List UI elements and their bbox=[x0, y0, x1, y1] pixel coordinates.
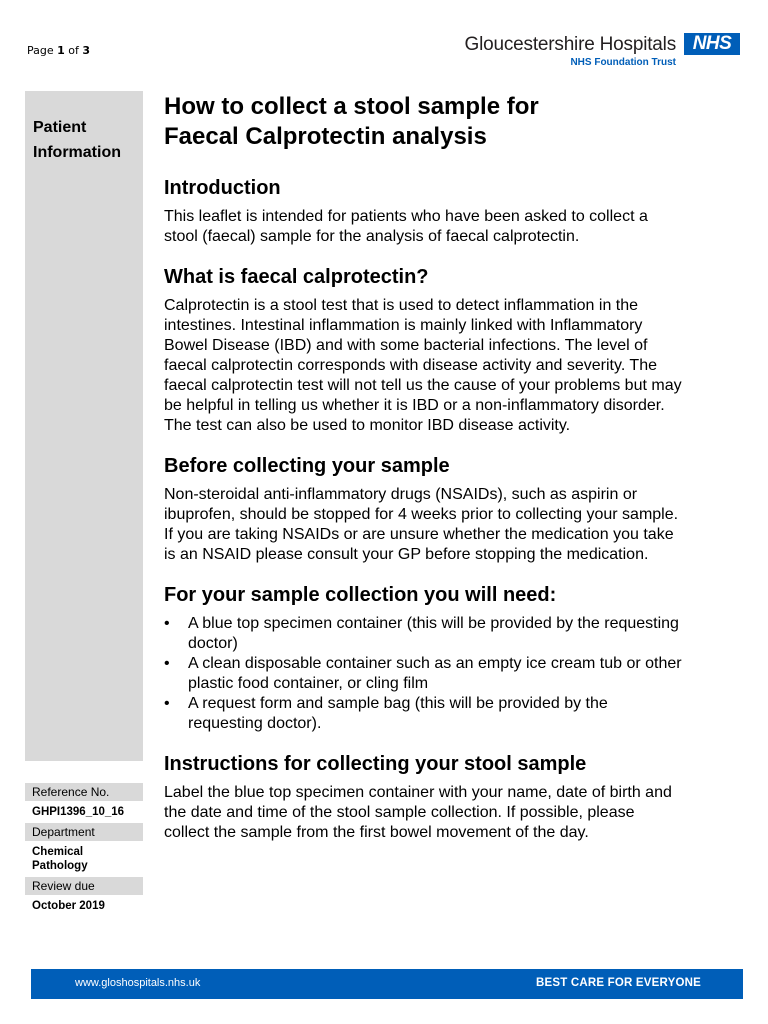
section-introduction bbox=[164, 176, 684, 247]
heading-instructions: Instructions for collecting your stool sample bbox=[164, 753, 587, 775]
main-content bbox=[164, 92, 684, 843]
heading-need: For your sample collection you will need: bbox=[164, 584, 557, 606]
nhs-badge: NHS bbox=[684, 33, 740, 55]
body-before: Non-steroidal anti-inflammatory drugs (NSAIDs), such as aspirin or ibuprofen, should be stopped for 4 weeks prior to collecting your sample. If you are taking NSAIDs or are unsure whether the medication you take is an NSAID please consult your GP before stopping the medication. bbox=[164, 486, 679, 563]
document-metadata bbox=[25, 783, 143, 917]
title-line1: How to collect a stool sample for bbox=[164, 93, 539, 120]
sidebar bbox=[25, 91, 143, 761]
department-value bbox=[25, 843, 143, 875]
body-instructions: Label the blue top specimen container with your name, date of birth and the date and time of the stool sample collection. If possible, please collect the sample from the first bowel movement of the day. bbox=[164, 784, 672, 841]
section-need bbox=[164, 583, 684, 734]
bullet-icon: • bbox=[164, 615, 170, 632]
body-what-is: Calprotectin is a stool test that is used to detect inflammation in the intestines. Intestinal inflammation is mainly linked with Inflammatory Bowel Disease (IBD) and with some bacterial infections. The level of faecal calprotectin corresponds with disease activity and severity. The faecal calprotectin test will not tell us the cause of your problems but may be helpful in telling us whether it is IBD or a non-inflammatory disorder. The test can also be used to monitor IBD disease activity. bbox=[164, 297, 682, 434]
body-introduction: This leaflet is intended for patients who have been asked to collect a stool (faecal) sample for the analysis of faecal calprotectin. bbox=[164, 208, 648, 245]
heading-what-is: What is faecal calprotectin? bbox=[164, 266, 429, 288]
department-label: Department bbox=[25, 823, 143, 841]
page-total: 3 bbox=[82, 44, 91, 57]
list-item bbox=[164, 614, 684, 654]
section-before bbox=[164, 454, 684, 565]
list-item-text: A blue top specimen container (this will be provided by the requesting doctor) bbox=[188, 615, 679, 652]
bullet-icon: • bbox=[164, 655, 170, 672]
page-prefix: Page bbox=[27, 44, 54, 57]
logo-trust-name: NHS Foundation Trust bbox=[570, 57, 676, 68]
list-item bbox=[164, 654, 684, 694]
list-item-text: A request form and sample bag (this will be provided by the requesting doctor). bbox=[188, 695, 608, 732]
list-item bbox=[164, 694, 684, 734]
section-what-is bbox=[164, 265, 684, 436]
reference-value: GHPI1396_10_16 bbox=[25, 803, 143, 821]
logo-org-name: Gloucestershire Hospitals bbox=[464, 34, 676, 55]
list-item-text: A clean disposable container such as an empty ice cream tub or other plastic food container, or cling film bbox=[188, 655, 682, 692]
bullet-icon: • bbox=[164, 695, 170, 712]
footer-tagline: BEST CARE FOR EVERYONE bbox=[536, 977, 701, 989]
title-line2: Faecal Calprotectin analysis bbox=[164, 123, 487, 150]
footer-bar bbox=[31, 969, 743, 999]
reference-label: Reference No. bbox=[25, 783, 143, 801]
nhs-trust-logo bbox=[450, 32, 740, 72]
heading-introduction: Introduction bbox=[164, 177, 281, 199]
department-value-line2: Pathology bbox=[32, 860, 88, 872]
section-instructions bbox=[164, 752, 684, 843]
page-current: 1 bbox=[57, 44, 65, 57]
review-label: Review due bbox=[25, 877, 143, 895]
review-value: October 2019 bbox=[25, 897, 143, 915]
sidebar-label-line1: Patient bbox=[33, 119, 87, 136]
page-sep: of bbox=[68, 44, 79, 57]
heading-before: Before collecting your sample bbox=[164, 455, 450, 477]
department-value-line1: Chemical bbox=[32, 846, 84, 858]
need-list bbox=[164, 614, 684, 734]
footer-url-link[interactable]: www.gloshospitals.nhs.uk bbox=[75, 977, 201, 989]
sidebar-label-line2: Information bbox=[33, 144, 121, 161]
page-title bbox=[164, 92, 684, 152]
page-indicator bbox=[27, 44, 90, 57]
sidebar-label bbox=[33, 115, 143, 165]
